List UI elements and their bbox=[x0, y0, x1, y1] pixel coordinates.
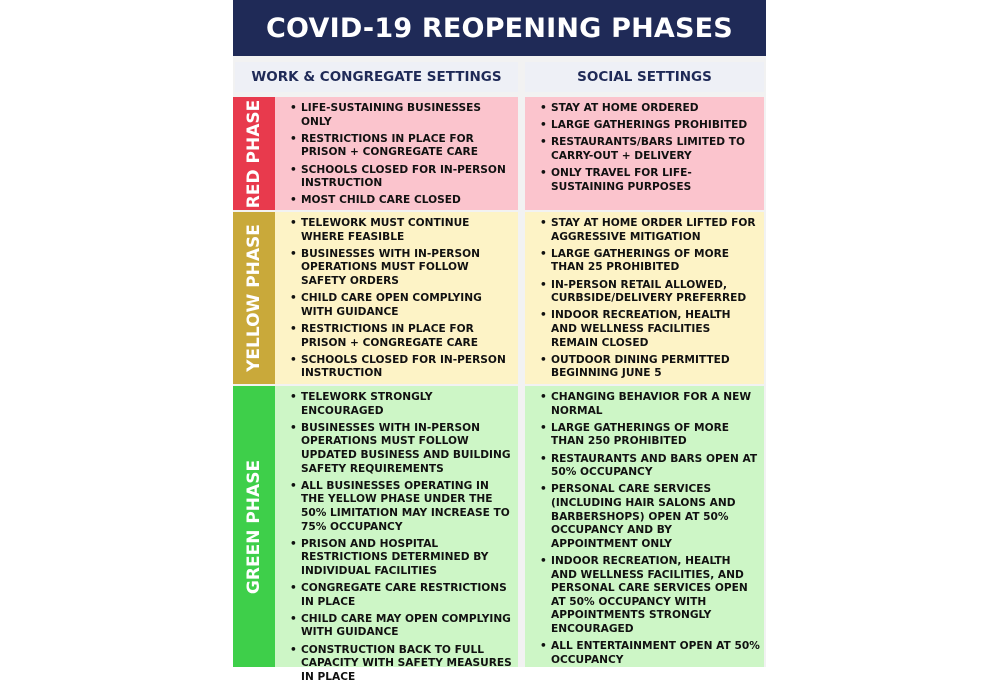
list-item: • CONSTRUCTION BACK TO FULL CAPACITY WITH SAFETY MEASURES IN PLACE bbox=[289, 644, 514, 684]
red-phase-social-list bbox=[539, 102, 760, 194]
list-item: • ALL ENTERTAINMENT OPEN AT 50% OCCUPANCY bbox=[539, 640, 760, 667]
list-item: • RESTRICTIONS IN PLACE FOR PRISON + CONGREGATE CARE bbox=[289, 133, 514, 160]
list-item: • BUSINESSES WITH IN-PERSON OPERATIONS MUST FOLLOW SAFETY ORDERS bbox=[289, 248, 514, 289]
list-item: • SCHOOLS CLOSED FOR IN-PERSON INSTRUCTION bbox=[289, 354, 514, 381]
red-phase-label: RED PHASE bbox=[244, 99, 264, 208]
green-phase-social-cell bbox=[525, 386, 764, 667]
list-item: • IN-PERSON RETAIL ALLOWED, CURBSIDE/DELIVERY PREFERRED bbox=[539, 279, 760, 306]
list-item: • MOST CHILD CARE CLOSED bbox=[289, 194, 514, 208]
red-phase-band bbox=[233, 97, 275, 210]
red-phase-work-list bbox=[289, 102, 514, 208]
list-item: • LARGE GATHERINGS OF MORE THAN 25 PROHIBITED bbox=[539, 248, 760, 275]
yellow-phase-social-list bbox=[539, 217, 760, 381]
green-phase-work-list bbox=[289, 391, 514, 684]
yellow-phase-work-list bbox=[289, 217, 514, 381]
green-phase-social-list bbox=[539, 391, 760, 667]
list-item: • RESTAURANTS AND BARS OPEN AT 50% OCCUPANCY bbox=[539, 453, 760, 480]
list-item: • OUTDOOR DINING PERMITTED BEGINNING JUNE 5 bbox=[539, 354, 760, 381]
yellow-phase-label: YELLOW PHASE bbox=[244, 224, 264, 372]
list-item: • TELEWORK STRONGLY ENCOURAGED bbox=[289, 391, 514, 418]
yellow-phase-band bbox=[233, 212, 275, 384]
list-item: • INDOOR RECREATION, HEALTH AND WELLNESS FACILITIES, AND PERSONAL CARE SERVICES OPEN AT 50% OCCUPANCY WITH APPOINTMENTS STRONGLY ENCOURAGED bbox=[539, 555, 760, 637]
poster-title: COVID-19 REOPENING PHASES bbox=[233, 0, 766, 56]
list-item: • ALL BUSINESSES OPERATING IN THE YELLOW PHASE UNDER THE 50% LIMITATION MAY INCREASE TO 75% OCCUPANCY bbox=[289, 480, 514, 534]
list-item: • CHILD CARE OPEN COMPLYING WITH GUIDANCE bbox=[289, 292, 514, 319]
list-item: • TELEWORK MUST CONTINUE WHERE FEASIBLE bbox=[289, 217, 514, 244]
list-item: • LARGE GATHERINGS OF MORE THAN 250 PROHIBITED bbox=[539, 422, 760, 449]
list-item: • SCHOOLS CLOSED FOR IN-PERSON INSTRUCTION bbox=[289, 164, 514, 191]
column-header-work: WORK & CONGREGATE SETTINGS bbox=[235, 62, 518, 92]
green-phase-label: GREEN PHASE bbox=[244, 459, 264, 594]
list-item: • LARGE GATHERINGS PROHIBITED bbox=[539, 119, 760, 133]
list-item: • CONGREGATE CARE RESTRICTIONS IN PLACE bbox=[289, 582, 514, 609]
reopening-phases-poster bbox=[233, 0, 766, 683]
yellow-phase-work-cell bbox=[275, 212, 518, 384]
list-item: • INDOOR RECREATION, HEALTH AND WELLNESS FACILITIES REMAIN CLOSED bbox=[539, 309, 760, 350]
list-item: • CHANGING BEHAVIOR FOR A NEW NORMAL bbox=[539, 391, 760, 418]
green-phase-band bbox=[233, 386, 275, 667]
red-phase-social-cell bbox=[525, 97, 764, 210]
list-item: • LIFE-SUSTAINING BUSINESSES ONLY bbox=[289, 102, 514, 129]
green-phase-work-cell bbox=[275, 386, 518, 683]
list-item: • BUSINESSES WITH IN-PERSON OPERATIONS MUST FOLLOW UPDATED BUSINESS AND BUILDING SAFETY REQUIREMENTS bbox=[289, 422, 514, 476]
column-header-social: SOCIAL SETTINGS bbox=[525, 62, 764, 92]
list-item: • ONLY TRAVEL FOR LIFE-SUSTAINING PURPOSES bbox=[539, 167, 760, 194]
list-item: • STAY AT HOME ORDER LIFTED FOR AGGRESSIVE MITIGATION bbox=[539, 217, 760, 244]
list-item: • PERSONAL CARE SERVICES (INCLUDING HAIR SALONS AND BARBERSHOPS) OPEN AT 50% OCCUPANCY AND BY APPOINTMENT ONLY bbox=[539, 483, 760, 551]
list-item: • RESTAURANTS/BARS LIMITED TO CARRY-OUT + DELIVERY bbox=[539, 136, 760, 163]
red-phase-work-cell bbox=[275, 97, 518, 210]
list-item: • CHILD CARE MAY OPEN COMPLYING WITH GUIDANCE bbox=[289, 613, 514, 640]
list-item: • PRISON AND HOSPITAL RESTRICTIONS DETERMINED BY INDIVIDUAL FACILITIES bbox=[289, 538, 514, 579]
list-item: • STAY AT HOME ORDERED bbox=[539, 102, 760, 116]
yellow-phase-social-cell bbox=[525, 212, 764, 384]
list-item: • RESTRICTIONS IN PLACE FOR PRISON + CONGREGATE CARE bbox=[289, 323, 514, 350]
